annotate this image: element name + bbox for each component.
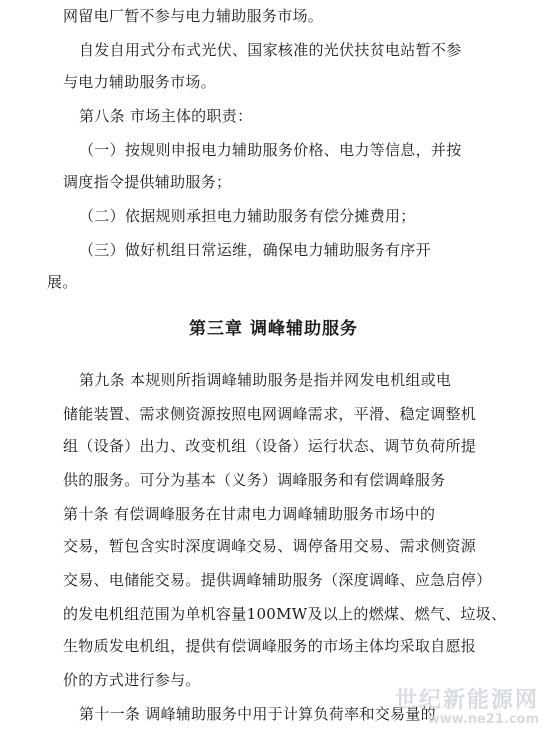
chapter-title: 第三章 调峰辅助服务 [189, 319, 358, 339]
text-line: （二）依据规则承担电力辅助服务有偿分摊费用； [79, 207, 416, 225]
text-line: 价的方式进行参与。 [63, 671, 201, 689]
text-line: 展。 [47, 273, 78, 291]
text-line: 交易、电储能交易。提供调峰辅助服务（深度调峰、应急启停） [63, 571, 492, 589]
text-line: 组（设备）出力、改变机组（设备）运行状态、调节负荷所提 [63, 437, 477, 455]
watermark-url: www.ne21.com [427, 712, 539, 727]
text-line: 网留电厂暂不参与电力辅助服务市场。 [63, 7, 324, 25]
text-line: 第十条 有偿调峰服务在甘肃电力调峰辅助服务市场中的 [63, 505, 436, 523]
text-line: 第九条 本规则所指调峰辅助服务是指并网发电机组或电 [79, 371, 452, 389]
text-line: 储能装置、需求侧资源按照电网调峰需求，平滑、稳定调整机 [63, 405, 477, 423]
text-line: 第十一条 调峰辅助服务中用于计算负荷率和交易量的 [79, 705, 436, 723]
text-line: 与电力辅助服务市场。 [63, 73, 217, 91]
text-line: 生物质发电机组，提供有偿调峰服务的市场主体均采取自愿报 [63, 637, 477, 655]
text-line: 交易，暂包含实时深度调峰交易、调停备用交易、需求侧资源 [63, 537, 477, 555]
text-line: （三）做好机组日常运维，确保电力辅助服务有序开 [79, 241, 431, 259]
text-line: 供的服务。可分为基本（义务）调峰服务和有偿调峰服务 [63, 471, 446, 489]
section-heading-article-8: 第八条 市场主体的职责： [79, 107, 253, 125]
watermark-title: 世纪新能源网 [394, 688, 539, 713]
text-line: 调度指令提供辅助服务； [63, 173, 232, 191]
text-line: 自发自用式分布式光伏、国家核准的光伏扶贫电站暂不参 [79, 41, 462, 59]
text-line: 的发电机组范围为单机容量100MW及以上的燃煤、燃气、垃圾、 [63, 605, 507, 623]
text-line: （一）按规则申报电力辅助服务价格、电力等信息，并按 [79, 141, 462, 159]
